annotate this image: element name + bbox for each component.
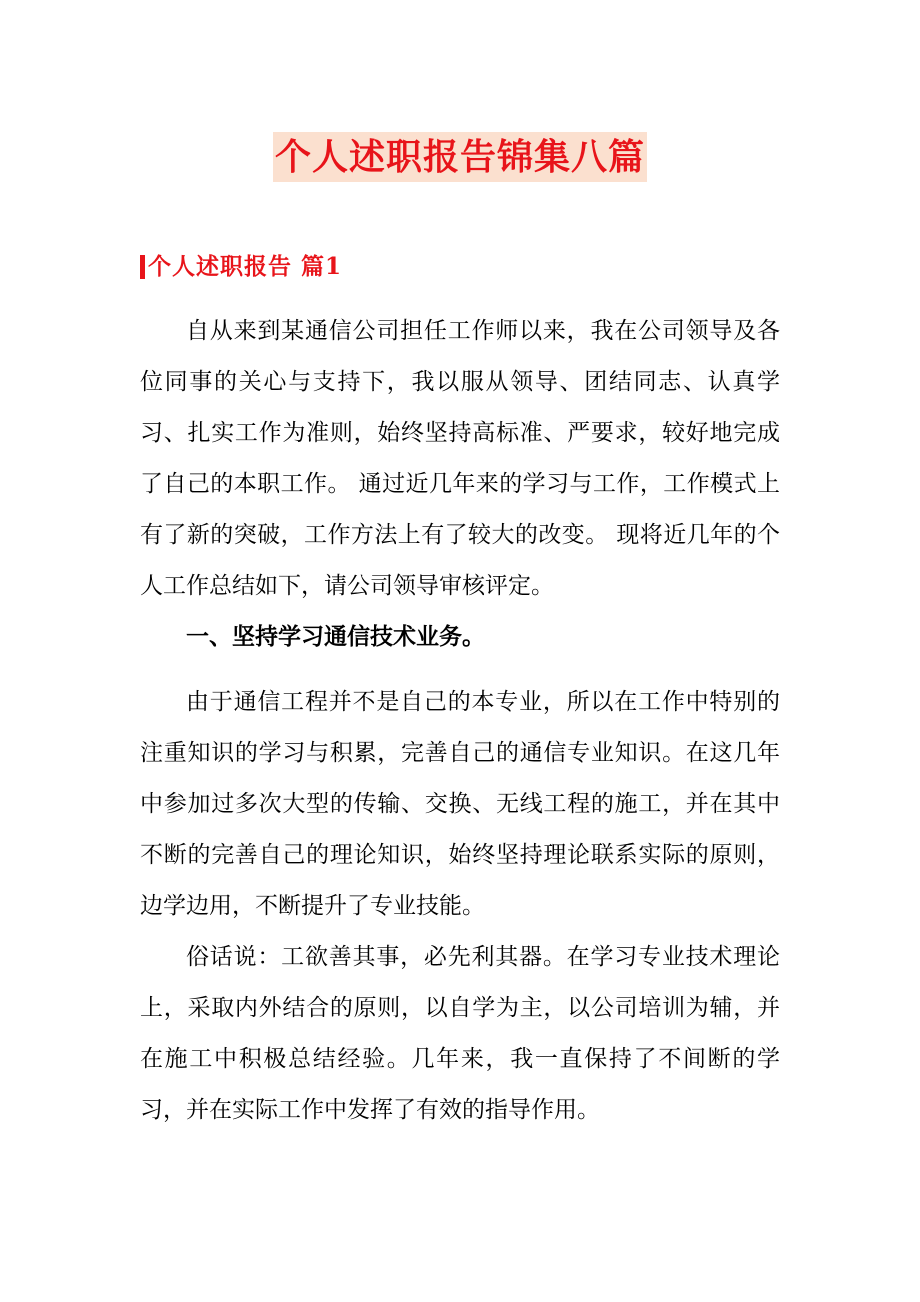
- paragraph-intro: 自从来到某通信公司担任工作师以来，我在公司领导及各位同事的关心与支持下，我以服从领导、团结同志、认真学习、扎实工作为准则，始终坚持高标准、严要求，较好地完成了自己的本职工作。 通过近几年来的学习与工作，工作模式上有了新的突破，工作方法上有了较大的改变。 现将近几年的个人工作总结如下，请公司领导审核评定。: [140, 318, 780, 599]
- sub-heading: 一、坚持学习通信技术业务。: [186, 623, 485, 650]
- section-marker-bar: [140, 255, 145, 279]
- section-heading-text: 个人述职报告 篇1: [148, 253, 343, 280]
- document-title: 个人述职报告锦集八篇: [273, 132, 647, 182]
- title-container: [0, 132, 920, 182]
- paragraph-study: 由于通信工程并不是自己的本专业，所以在工作中特别的注重知识的学习与积累，完善自己的通信专业知识。在这几年中参加过多次大型的传输、交换、无线工程的施工，并在其中不断的完善自己的理论知识，始终坚持理论联系实际的原则，边学边用，不断提升了专业技能。: [140, 689, 780, 919]
- paragraph-saying: 俗话说：工欲善其事，必先利其器。在学习专业技术理论上，采取内外结合的原则，以自学为主，以公司培训为辅，并在施工中积极总结经验。几年来，我一直保持了不间断的学习，并在实际工作中发挥了有效的指导作用。: [140, 944, 780, 1123]
- section-heading: [140, 250, 342, 284]
